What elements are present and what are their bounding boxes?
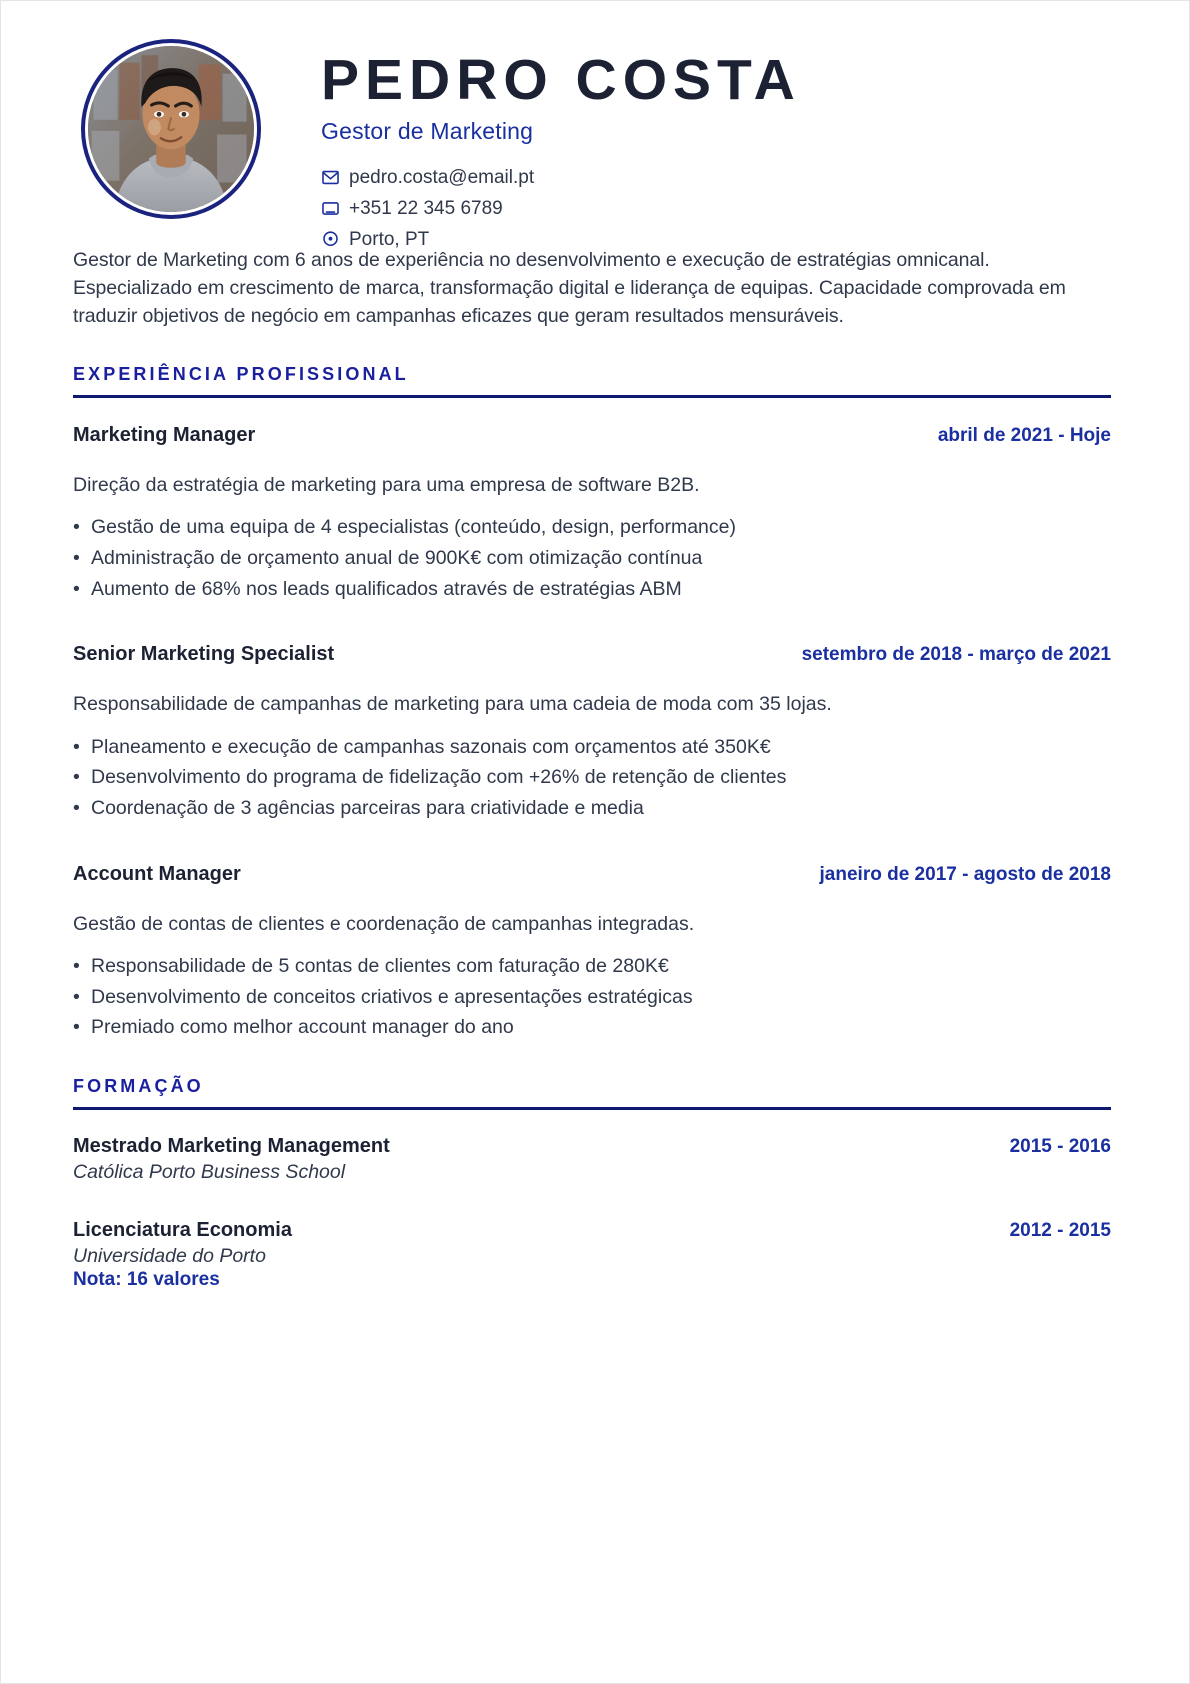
education-entry — [73, 1219, 1111, 1291]
profile-photo — [88, 46, 254, 212]
job-dates: setembro de 2018 - março de 2021 — [801, 644, 1111, 666]
education-grade: Nota: 16 valores — [73, 1269, 220, 1291]
education-degree: Mestrado Marketing Management — [73, 1135, 390, 1158]
job-role: Marketing Manager — [73, 424, 256, 447]
page-title: PEDRO COSTA — [321, 48, 801, 112]
job-bullet: • Coordenação de 3 agências parceiras para criatividade e media — [73, 795, 1111, 823]
experience-section-title: EXPERIÊNCIA PROFISSIONAL — [73, 364, 409, 385]
professional-title: Gestor de Marketing — [321, 117, 534, 144]
job-dates: abril de 2021 - Hoje — [937, 425, 1111, 447]
job-dates: janeiro de 2017 - agosto de 2018 — [819, 863, 1111, 885]
section-divider — [73, 1107, 1111, 1110]
education-institution: Católica Porto Business School — [73, 1161, 346, 1184]
experience-entry-header — [73, 863, 1111, 886]
experience-entry-header — [73, 424, 1111, 447]
experience-entry — [73, 424, 1111, 603]
contact-phone[interactable] — [321, 198, 1111, 220]
experience-entry-header — [73, 643, 1111, 666]
job-bullet: • Responsabilidade de 5 contas de clientes com faturação de 280K€ — [73, 953, 1111, 981]
education-section — [73, 1076, 1111, 1291]
contact-email-value: pedro.costa@email.pt — [349, 166, 535, 188]
job-bullet: • Planeamento e execução de campanhas sazonais com orçamentos até 350K€ — [73, 734, 1111, 762]
education-institution: Universidade do Porto — [73, 1245, 266, 1268]
job-role: Senior Marketing Specialist — [73, 643, 335, 666]
education-section-title: FORMAÇÃO — [73, 1076, 204, 1097]
education-dates: 2012 - 2015 — [1009, 1220, 1111, 1242]
experience-entry — [73, 863, 1111, 1042]
job-bullet-list — [73, 514, 1111, 603]
job-bullet-list — [73, 734, 1111, 823]
education-entry — [73, 1135, 1111, 1184]
job-description: Direção da estratégia de marketing para uma empresa de software B2B. — [73, 474, 700, 497]
job-description: Responsabilidade de campanhas de marketing para uma cadeia de moda com 35 lojas. — [73, 693, 832, 716]
education-dates: 2015 - 2016 — [1009, 1136, 1111, 1158]
envelope-icon — [321, 168, 340, 187]
education-entry-header — [73, 1219, 1111, 1242]
experience-section — [73, 364, 1111, 1042]
phone-icon — [321, 199, 340, 218]
job-bullet: • Gestão de uma equipa de 4 especialistas (conteúdo, design, performance) — [73, 514, 1111, 542]
section-divider — [73, 395, 1111, 398]
job-bullet: • Desenvolvimento do programa de fidelização com +26% de retenção de clientes — [73, 764, 1111, 792]
job-bullet: • Desenvolvimento de conceitos criativos e apresentações estratégicas — [73, 984, 1111, 1012]
professional-summary: Gestor de Marketing com 6 anos de experiência no desenvolvimento e execução de estratégias omnicanal. Especializado em crescimento de marca, transformação digital e liderança de equipas. Capacidade comprovada em traduzir objetivos de negócio em campanhas eficazes que geram resultados mensuráveis. — [73, 248, 1066, 327]
job-bullet: • Premiado como melhor account manager do ano — [73, 1014, 1111, 1042]
education-degree: Licenciatura Economia — [73, 1219, 292, 1242]
resume-header — [73, 31, 1111, 260]
education-entry-header — [73, 1135, 1111, 1158]
header-text-block — [261, 31, 1111, 260]
contact-phone-value: +351 22 345 6789 — [349, 197, 503, 219]
job-bullet: • Aumento de 68% nos leads qualificados através de estratégias ABM — [73, 576, 1111, 604]
contact-email[interactable] — [321, 167, 1111, 189]
job-description: Gestão de contas de clientes e coordenação de campanhas integradas. — [73, 912, 695, 935]
job-role: Account Manager — [73, 862, 241, 885]
profile-photo-illustration — [88, 46, 254, 212]
job-bullet: • Administração de orçamento anual de 900K€ com otimização contínua — [73, 545, 1111, 573]
contact-list — [321, 167, 1111, 251]
job-bullet-list — [73, 953, 1111, 1042]
contact-location-value: Porto, PT — [349, 228, 430, 250]
avatar — [81, 39, 261, 219]
experience-entry — [73, 643, 1111, 822]
